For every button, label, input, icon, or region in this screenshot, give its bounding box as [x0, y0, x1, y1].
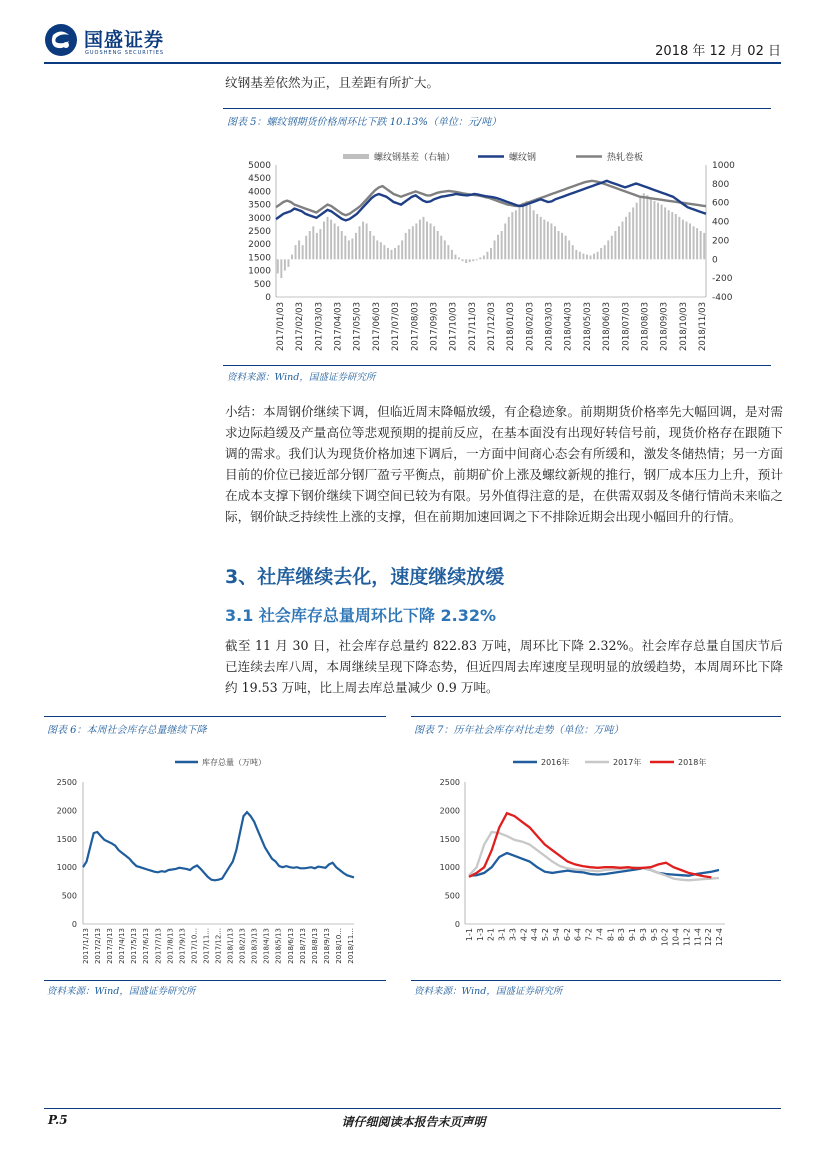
basis-bar: [437, 231, 439, 259]
basis-bar: [664, 207, 666, 259]
x-tick-label: 12-2: [704, 928, 714, 947]
x-tick-label: 2018/5/13: [274, 928, 283, 964]
x-tick-label: 10-4: [671, 928, 681, 947]
y-tick-right-label: -200: [712, 274, 733, 285]
x-tick-label: 2017/05/03: [352, 302, 363, 351]
legend-label: 螺纹钢基差（右轴）: [374, 153, 456, 163]
logo-subtext: GUOSHENG SECURITIES: [85, 50, 165, 56]
x-tick-label: 7-2: [584, 928, 594, 942]
legend-label: 热轧卷板: [607, 153, 644, 163]
basis-bar: [302, 245, 304, 259]
basis-bar: [298, 240, 300, 259]
basis-bar: [671, 212, 673, 259]
basis-bar: [693, 226, 695, 259]
x-tick-label: 5-4: [551, 928, 561, 942]
x-tick-label: 2018/10...: [334, 928, 343, 964]
y-tick-label: 500: [61, 891, 77, 901]
basis-bar: [536, 214, 538, 259]
basis-bar: [327, 217, 329, 259]
y-tick-label: 1500: [56, 834, 77, 844]
basis-bar: [366, 223, 368, 259]
basis-bar: [476, 259, 478, 260]
x-tick-label: 2017/12...: [214, 928, 223, 964]
figure5-source: 资料来源：Wind，国盛证券研究所: [227, 372, 376, 383]
x-tick-label: 2018/9/13: [322, 928, 331, 964]
x-tick-label: 2017/3/13: [106, 928, 115, 964]
basis-bar: [287, 259, 289, 267]
x-tick-label: 8-3: [617, 928, 627, 942]
x-tick-label: 2018/7/13: [298, 928, 307, 964]
basis-bar: [586, 255, 588, 260]
figure5-caption: 图表 5：螺纹钢期货价格周环比下跌 10.13%（单位：元/吨）: [227, 117, 502, 128]
basis-bar: [280, 259, 282, 278]
basis-bar: [423, 217, 425, 259]
y-tick-left-label: 1500: [248, 253, 271, 264]
basis-bar: [497, 235, 499, 260]
basis-bar: [597, 252, 599, 260]
x-tick-label: 1-1: [465, 928, 474, 942]
basis-bar: [653, 201, 655, 259]
basis-bar: [604, 245, 606, 259]
basis-bar: [582, 254, 584, 260]
y-tick-left-label: 2000: [248, 240, 271, 251]
rebar-line: [276, 181, 706, 221]
section31-paragraph: 截至 11 月 30 日，社会库存总量约 822.83 万吨，周环比下降 2.32%。社会库存总量自国庆节后已连续去库八周，本周继续呈现下降态势，但近四周去库速度呈现明显的放缓趋势，本周周环比下降约 19.53 万吨，比上周去库总量减少 0.9 万吨。: [225, 638, 783, 695]
basis-bar: [625, 217, 627, 259]
basis-bar: [650, 198, 652, 259]
y-tick-right-label: 1000: [712, 161, 735, 171]
basis-bar: [277, 259, 279, 273]
y-tick-left-label: 4500: [248, 174, 271, 185]
y-tick-label: 1000: [56, 863, 77, 873]
basis-bar: [636, 203, 638, 260]
figure7-chart: [425, 752, 765, 977]
basis-bar: [451, 250, 453, 259]
y-tick-left-label: 0: [265, 293, 271, 303]
x-tick-label: 2018/8/13: [310, 928, 319, 964]
x-tick-label: 2018/02/03: [525, 302, 536, 351]
x-tick-label: 11-2: [682, 928, 692, 947]
line-2016: [469, 853, 719, 876]
basis-bar: [334, 223, 336, 259]
basis-bar: [533, 210, 535, 259]
basis-bar: [543, 220, 545, 260]
figure5-bottom-rule: [223, 365, 771, 366]
basis-bar: [330, 220, 332, 260]
basis-bar: [479, 257, 481, 259]
figure7-bottom-rule: [411, 980, 781, 981]
basis-bar: [540, 217, 542, 259]
x-tick-label: 2018/10/03: [678, 302, 689, 351]
basis-bar: [668, 210, 670, 259]
basis-bar: [518, 206, 520, 259]
x-tick-label: 2018/6/13: [286, 928, 295, 964]
header: [0, 0, 827, 70]
x-tick-label: 2017/10/03: [448, 302, 459, 351]
x-tick-label: 2018/06/03: [602, 302, 613, 351]
x-tick-label: 9-1: [628, 928, 638, 942]
x-tick-label: 3-1: [497, 928, 507, 942]
figure6-bottom-rule: [44, 980, 386, 981]
basis-bar: [522, 203, 524, 260]
x-tick-label: 4-4: [530, 928, 540, 942]
y-tick-right-label: -400: [712, 293, 733, 303]
basis-bar: [465, 259, 467, 263]
intro-line: 纹钢基差依然为正，且差距有所扩大。: [225, 75, 440, 90]
basis-bar: [508, 217, 510, 259]
basis-bar: [316, 233, 318, 259]
basis-bar: [408, 229, 410, 259]
basis-bar: [472, 259, 474, 261]
basis-bar: [565, 236, 567, 260]
report-date: 2018 年 12 月 02 日: [655, 44, 781, 59]
x-tick-label: 2017/6/13: [142, 928, 151, 964]
basis-bar: [547, 222, 549, 260]
basis-bar: [369, 231, 371, 259]
basis-bar: [483, 256, 485, 260]
y-tick-label: 1500: [439, 834, 460, 844]
line-2018: [469, 813, 711, 877]
x-tick-label: 3-3: [508, 928, 518, 942]
figure7-caption: 图表 7：历年社会库存对比走势（单位：万吨）: [414, 725, 624, 736]
y-tick-left-label: 1000: [248, 266, 271, 277]
x-tick-label: 2018/09/03: [659, 302, 670, 351]
basis-bar: [600, 248, 602, 259]
basis-bar: [319, 229, 321, 259]
y-tick-left-label: 5000: [248, 161, 271, 171]
legend-label: 螺纹钢: [509, 153, 537, 163]
x-tick-label: 2017/08/03: [410, 302, 421, 351]
basis-bar: [440, 236, 442, 260]
y-tick-label: 500: [444, 891, 460, 901]
basis-bar: [447, 245, 449, 259]
basis-bar: [515, 210, 517, 259]
x-tick-label: 2018/11...: [347, 928, 355, 964]
x-tick-label: 2018/08/03: [640, 302, 651, 351]
x-tick-label: 2018/1/13: [226, 928, 235, 964]
basis-bar: [607, 240, 609, 259]
y-tick-label: 2500: [439, 778, 460, 787]
x-tick-label: 6-2: [562, 928, 572, 942]
basis-bar: [558, 231, 560, 259]
x-tick-label: 9-5: [649, 928, 659, 942]
basis-bar: [554, 226, 556, 259]
legend-label: 2016年: [541, 758, 570, 767]
basis-bar: [295, 245, 297, 259]
x-tick-label: 8-1: [606, 928, 616, 942]
basis-bar: [696, 228, 698, 259]
legend-label: 2017年: [613, 758, 642, 767]
logo-mark-icon: [44, 23, 78, 57]
x-tick-label: 2017/03/03: [314, 302, 325, 351]
basis-bar: [469, 259, 471, 262]
basis-bar: [433, 226, 435, 259]
x-tick-label: 2018/05/03: [582, 302, 593, 351]
basis-bar: [412, 226, 414, 259]
basis-bar: [561, 233, 563, 259]
x-tick-label: 2017/2/13: [94, 928, 103, 964]
y-tick-label: 2000: [439, 806, 460, 816]
basis-bar: [444, 240, 446, 259]
x-tick-label: 10-2: [660, 928, 670, 947]
basis-bar: [380, 242, 382, 259]
basis-bar: [689, 223, 691, 259]
x-tick-label: 2017/12/03: [487, 302, 497, 351]
x-tick-label: 7-4: [595, 928, 605, 942]
x-tick-label: 2018/01/03: [506, 302, 517, 351]
basis-bar: [526, 201, 528, 259]
x-tick-label: 5-2: [541, 928, 551, 942]
basis-bar: [458, 257, 460, 259]
basis-bar: [359, 226, 361, 259]
figure6-chart: [52, 752, 372, 977]
x-tick-label: 12-4: [715, 928, 724, 947]
x-tick-label: 2-1: [486, 928, 496, 942]
y-tick-left-label: 3500: [248, 200, 271, 211]
basis-bar: [426, 222, 428, 260]
basis-bar: [675, 214, 677, 259]
basis-bar: [685, 222, 687, 260]
x-tick-label: 2018/2/13: [238, 928, 247, 964]
basis-bar: [639, 198, 641, 259]
basis-bar: [373, 236, 375, 260]
figure6-top-rule: [44, 716, 386, 717]
basis-bar: [401, 240, 403, 259]
basis-bar: [593, 254, 595, 260]
y-tick-label: 2500: [56, 778, 77, 787]
basis-bar: [572, 245, 574, 259]
basis-bar: [348, 240, 350, 259]
basis-bar: [394, 248, 396, 259]
inventory-line: [83, 812, 354, 880]
basis-bar: [419, 220, 421, 260]
x-tick-label: 11-4: [693, 928, 703, 947]
x-tick-label: 4-2: [519, 928, 529, 942]
basis-bar: [323, 222, 325, 260]
basis-bar: [312, 226, 314, 259]
basis-bar: [494, 240, 496, 259]
y-tick-left-label: 500: [253, 279, 271, 290]
y-tick-right-label: 800: [712, 179, 730, 190]
basis-bar: [568, 240, 570, 259]
x-tick-label: 2018/4/13: [262, 928, 271, 964]
basis-bar: [501, 231, 503, 259]
basis-bar: [398, 245, 400, 259]
basis-bar: [646, 195, 648, 259]
basis-bar: [462, 259, 464, 261]
basis-bar: [511, 212, 513, 259]
basis-bar: [700, 231, 702, 259]
basis-bar: [579, 252, 581, 260]
x-tick-label: 2017/07/03: [391, 302, 402, 351]
figure6-source: 资料来源：Wind，国盛证券研究所: [47, 986, 196, 997]
x-tick-label: 2017/11/03: [467, 302, 478, 351]
y-tick-right-label: 600: [712, 198, 730, 209]
basis-bar: [284, 259, 286, 270]
x-tick-label: 2017/7/13: [154, 928, 163, 964]
legend-label: 库存总量（万吨）: [202, 758, 266, 767]
y-tick-label: 0: [454, 920, 460, 929]
figure5-top-rule: [223, 108, 771, 109]
basis-bar: [611, 236, 613, 260]
y-tick-right-label: 200: [712, 236, 730, 247]
x-tick-label: 2017/06/03: [371, 302, 382, 351]
basis-bar: [309, 231, 311, 259]
y-tick-right-label: 400: [712, 217, 730, 228]
x-tick-label: 2017/10...: [190, 928, 199, 964]
legend-label: 2018年: [678, 758, 707, 767]
basis-bar: [305, 236, 307, 260]
x-tick-label: 2017/01/03: [276, 302, 286, 351]
logo: [44, 23, 184, 63]
basis-bar: [344, 236, 346, 260]
basis-bar: [618, 226, 620, 259]
x-tick-label: 2017/8/13: [166, 928, 175, 964]
basis-bar: [575, 250, 577, 259]
basis-bar: [629, 212, 631, 259]
basis-bar: [614, 231, 616, 259]
x-tick-label: 9-3: [638, 928, 648, 942]
y-tick-left-label: 4000: [248, 187, 271, 198]
x-tick-label: 2017/11...: [202, 928, 211, 964]
x-tick-label: 2017/02/03: [295, 302, 306, 351]
basis-bar: [351, 239, 353, 260]
footer-disclaimer: 请仔细阅读本报告末页声明: [341, 1115, 486, 1129]
basis-bar: [376, 240, 378, 259]
figure7-source: 资料来源：Wind，国盛证券研究所: [414, 986, 563, 997]
x-tick-label: 2018/11/03: [698, 302, 708, 351]
basis-bar: [341, 231, 343, 259]
basis-bar: [387, 248, 389, 259]
x-tick-label: 2018/04/03: [563, 302, 574, 351]
header-rule: [44, 62, 781, 64]
x-tick-label: 1-3: [475, 928, 485, 942]
figure6-caption: 图表 6：本周社会库存总量继续下降: [47, 725, 207, 736]
basis-bar: [291, 255, 293, 260]
logo-text: 国盛证券: [84, 29, 165, 51]
basis-bar: [490, 248, 492, 259]
basis-bar: [337, 226, 339, 259]
basis-bar: [643, 193, 645, 259]
page-number: P.5: [48, 1113, 68, 1127]
y-tick-label: 2000: [56, 806, 77, 816]
x-tick-label: 2017/4/13: [118, 928, 127, 964]
y-tick-left-label: 2500: [248, 227, 271, 237]
x-tick-label: 2018/03/03: [544, 302, 555, 351]
figure5-chart: [228, 140, 748, 365]
basis-bar: [454, 255, 456, 260]
basis-bar: [632, 207, 634, 259]
y-tick-right-label: 0: [712, 255, 718, 266]
x-tick-label: 2017/1/13: [82, 928, 90, 964]
basis-bar: [504, 223, 506, 259]
footer-rule: [44, 1108, 781, 1109]
basis-bar: [622, 222, 624, 260]
x-tick-label: 2017/09/03: [429, 302, 440, 351]
basis-bar: [678, 217, 680, 259]
basis-bar: [391, 250, 393, 259]
basis-bar: [355, 233, 357, 259]
section31-heading: 3.1 社会库存总量周环比下降 2.32%: [225, 606, 496, 625]
y-tick-label: 1000: [439, 863, 460, 873]
basis-bar: [405, 233, 407, 259]
basis-bar: [703, 233, 705, 259]
basis-bar: [590, 256, 592, 260]
legend-swatch: [343, 154, 369, 159]
basis-bar: [529, 205, 531, 260]
x-tick-label: 6-4: [573, 928, 583, 942]
basis-bar: [415, 223, 417, 259]
basis-bar: [383, 245, 385, 259]
summary-paragraph: 小结：本周钢价继续下调，但临近周末降幅放缓，有企稳迹象。前期期货价格率先大幅回调，是对需求边际趋缓及产量高位等悲观预期的提前反应，在基本面没有出现好转信号前，现货价格存在跟随下调的需求。我们认为现货价格加速下调后，一方面中间商心态会有所缓和，激发冬储热情；另一方面目前的价位已接近部分钢厂盈亏平衡点，前期矿价上涨及螺纹新规的推行，钢厂成本压力上升，预计在成本支撑下钢价继续下调空间已较为有限。另外值得注意的是，在供需双弱及冬储行情尚未来临之际，钢价缺乏持续性上涨的支撑，但在前期加速回调之下不排除近期会出现小幅回升的行情。: [225, 404, 783, 524]
basis-bar: [486, 252, 488, 260]
basis-bar: [661, 205, 663, 260]
y-tick-label: 0: [71, 920, 77, 929]
x-tick-label: 2017/04/03: [333, 302, 344, 351]
x-tick-label: 2018/3/13: [250, 928, 259, 964]
x-tick-label: 2017/5/13: [130, 928, 139, 964]
basis-bar: [430, 223, 432, 259]
y-tick-left-label: 3000: [248, 213, 271, 224]
basis-bar: [657, 203, 659, 260]
basis-bar: [550, 223, 552, 259]
line-2017: [469, 832, 719, 880]
x-tick-label: 2017/9/13: [178, 928, 187, 964]
basis-bar: [682, 220, 684, 260]
figure7-top-rule: [411, 716, 781, 717]
x-tick-label: 2018/07/03: [621, 302, 632, 351]
basis-bar: [362, 222, 364, 260]
section3-heading: 3、社库继续去化，速度继续放缓: [225, 566, 505, 588]
